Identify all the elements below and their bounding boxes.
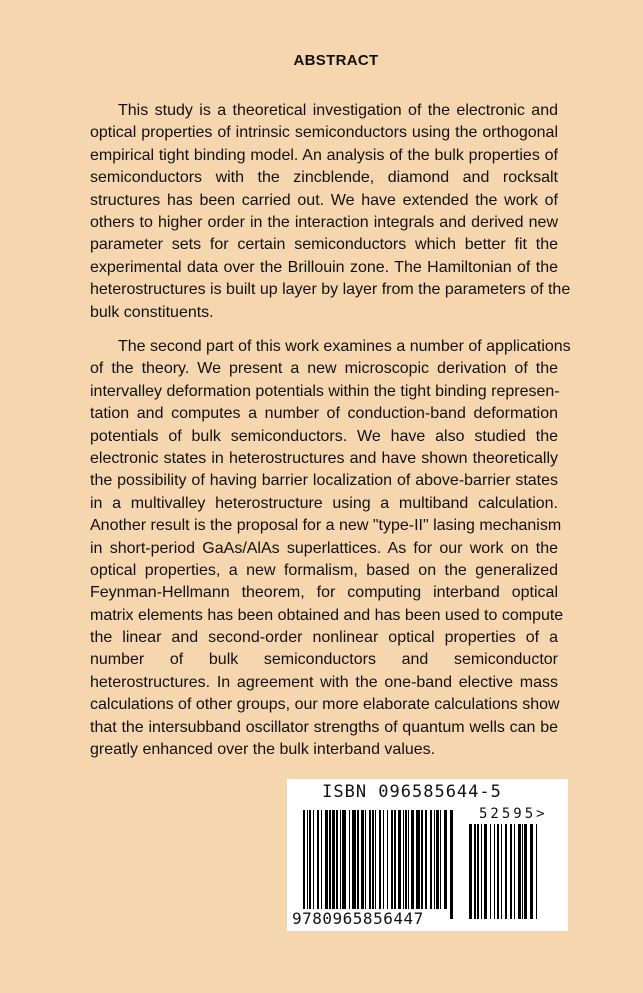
barcode-bar	[434, 810, 435, 909]
barcode-bar	[440, 810, 441, 909]
text-line: the linear and second-order nonlinear optical properties of a	[90, 629, 558, 647]
barcode-bar	[477, 824, 479, 919]
barcode-bar	[501, 824, 502, 919]
barcode-bar	[430, 810, 432, 909]
text-line: that the intersubband oscillator strengths of quantum wells can be	[90, 718, 558, 736]
text-line: semiconductors with the zincblende, diamond and rocksalt	[90, 169, 558, 187]
text-line: the possibility of having barrier localization of above-barrier states	[90, 472, 558, 490]
text-line: optical properties, a new formalism, based on the generalized	[90, 561, 558, 579]
barcode-bar	[375, 810, 376, 919]
text-line: greatly enhanced over the bulk interband values.	[90, 741, 436, 759]
barcode-bar	[530, 824, 533, 919]
barcode-bar	[372, 810, 374, 909]
abstract-paragraph-1	[90, 100, 571, 324]
text-line: electronic states in heterostructures and have shown theoretically	[90, 449, 558, 467]
text-line: empirical tight binding model. An analysis of the bulk properties of	[90, 146, 558, 164]
barcode-bar	[387, 810, 388, 909]
barcode-bar	[383, 810, 384, 909]
barcode-bar	[394, 810, 396, 909]
text-line: bulk constituents.	[90, 303, 214, 321]
text-line: calculations of other groups, our more elaborate calculations show	[90, 696, 560, 714]
barcode-bar	[391, 810, 393, 909]
isbn-barcode	[287, 779, 568, 931]
isbn-number: ISBN 096585644-5	[322, 782, 502, 802]
barcode-bar	[494, 824, 495, 919]
ean-number: 9780965856447	[292, 909, 424, 928]
text-line: optical properties of intrinsic semiconductors using the orthogonal	[90, 124, 558, 142]
barcode-bar	[379, 810, 381, 909]
barcode-bar	[398, 810, 401, 909]
barcode-bar	[403, 810, 404, 909]
barcode-bar	[321, 810, 322, 909]
barcode-bar	[340, 810, 341, 909]
text-line: of the theory. We present a new microscopic derivation of the	[90, 360, 558, 378]
text-line: in a multivalley heterostructure using a multiband calculation.	[90, 494, 558, 512]
barcode-bar	[518, 824, 521, 919]
text-line: in short-period GaAs/AlAs superlattices. As for our work on the	[90, 539, 558, 557]
barcode-bar	[436, 810, 439, 909]
barcode-bar	[524, 824, 527, 919]
abstract-paragraph-2	[90, 336, 571, 761]
text-line: matrix elements has been obtained and has been used to compute	[90, 606, 564, 624]
price-code: 52595>	[479, 806, 548, 822]
barcode-bar	[536, 824, 537, 919]
barcode-bar	[369, 810, 371, 909]
barcode-bar	[342, 810, 346, 909]
barcode-bar	[411, 810, 414, 909]
text-line: heterostructures. In agreement with the one-band elective mass	[90, 673, 558, 691]
text-line: Another result is the proposal for a new "type-II" lasing mechanism	[90, 517, 562, 535]
barcode-bar	[522, 824, 523, 919]
text-line: The second part of this work examines a number of applications	[118, 338, 571, 355]
barcode-bar	[514, 824, 515, 919]
barcode-bar	[450, 810, 453, 919]
barcode-bar	[336, 810, 338, 909]
barcode-bar	[497, 824, 499, 919]
barcode-bar	[474, 824, 476, 919]
barcode-bar	[309, 810, 311, 909]
text-line: others to higher order in the interaction integrals and derived new	[90, 213, 558, 231]
text-line: tation and computes a number of conduction-band deformation	[90, 405, 558, 423]
abstract-title: ABSTRACT	[293, 52, 379, 69]
barcode-bar	[352, 810, 356, 909]
barcode-bar	[425, 810, 427, 909]
text-line: Feynman-Hellmann theorem, for computing interband optical	[90, 584, 558, 602]
barcode-bar	[469, 824, 472, 919]
barcode-bar	[361, 810, 364, 909]
barcode-bar	[329, 810, 331, 909]
barcode-bar	[365, 810, 366, 909]
text-line: number of bulk semiconductors and semiconductor	[90, 651, 558, 669]
barcode-bar	[416, 810, 420, 909]
barcode-bar	[405, 810, 407, 909]
barcode-bar	[307, 810, 308, 919]
barcode-bar	[357, 810, 359, 909]
text-line: This study is a theoretical investigation of the electronic and	[118, 102, 558, 119]
barcode-bar	[303, 810, 305, 919]
barcode-bar	[332, 810, 335, 909]
barcode-bar	[317, 810, 319, 909]
barcode-bar	[505, 824, 507, 919]
barcode-bar	[481, 824, 482, 919]
barcode-bar	[349, 810, 350, 909]
barcode-bar	[510, 824, 512, 919]
text-line: heterostructures is built up layer by layer from the parameters of the	[90, 281, 571, 299]
text-line: parameter sets for certain semiconductors which better fit the	[90, 236, 558, 254]
barcode-bar	[325, 810, 328, 909]
text-line: intervalley deformation potentials within the tight binding represen-	[90, 382, 560, 400]
text-line: potentials of bulk semiconductors. We have also studied the	[90, 427, 558, 445]
text-line: experimental data over the Brillouin zone. The Hamiltonian of the	[90, 258, 558, 276]
barcode-bar	[421, 810, 423, 909]
barcode-bar	[408, 810, 409, 909]
barcode-bar	[313, 810, 314, 909]
barcode-bar	[484, 824, 487, 919]
barcode-bar	[490, 824, 491, 919]
text-line: structures has been carried out. We have extended the work of	[90, 191, 558, 209]
barcode-bar	[444, 810, 447, 909]
